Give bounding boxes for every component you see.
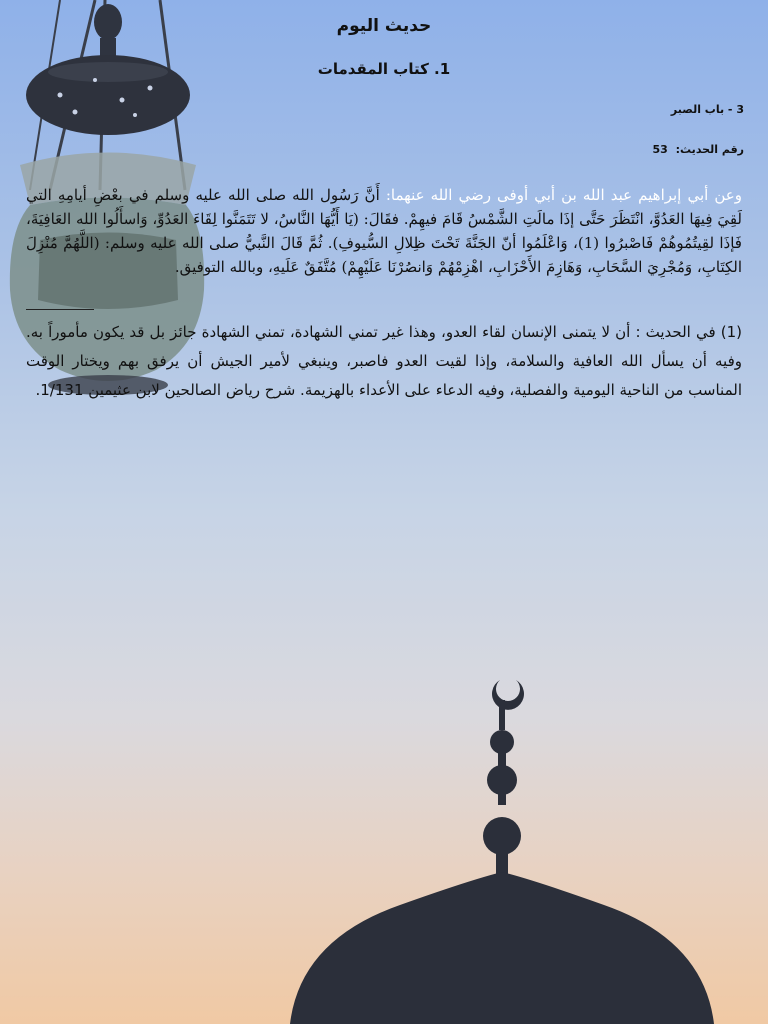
book-title: 1. كتاب المقدمات <box>317 60 451 78</box>
hadith-number-value: 53 <box>652 143 668 156</box>
hadith-narrator: وعن أبي إبراهيم عبد الله بن أبي أوفى رضي الله عنهما: <box>385 186 742 204</box>
footnote-divider <box>26 309 94 310</box>
footnote-text: (1) في الحديث : أن لا يتمنى الإنسان لقاء العدو، وهذا غير تمني الشهادة، تمني الشهادة جائز بل قد يكون مأموراً به. وفيه أن يسأل الله العافية والسلامة، وإذا لقيت العدو فاصبر، وينبغي لأمير الجيش أن يرفق بهم ويختار الوقت المناسب من الناحية اليومية والفصلية، وفيه الدعاء على الأعداء بالهزيمة. شرح رياض الصالحين لابن عثيمين 1/131. <box>26 323 742 399</box>
hadith-body: أَنَّ رَسُول الله صلى الله عليه وسلم في بعْضِ أيامِهِ التي لَقِيَ فِيهَا العَدُوَّ، انْتَظَرَ حَتَّى إذَا مالَتِ الشَّمْسُ قَامَ فيهِمْ. فقَالَ: (يَا أَيُّهَا النَّاسُ، لا تَتَمَنَّوا لِقَاءَ العَدُوِّ، وَاسأَلُوا الله العَافِيَةَ، فَإذَا لقِيتُمُوهُمْ فَاصْبرُوا (1)، وَاعْلَمُوا أنّ الجَنَّةَ تَحْتَ ظِلالِ السُّيوفِ). ثُمَّ قَالَ النَّبيُّ صلى الله عليه وسلم: (اللَّهُمَّ مُنْزِلَ الكِتَابِ، وَمُجْرِيَ السَّحَابِ، وَهَازِمَ الأَحْزَابِ، اهْزِمْهُمْ وَانصُرْنَا عَلَيْهِمْ) مُتَّفَقٌ عَلَيهِ، وبالله التوفيق. <box>26 186 742 276</box>
hadith-text <box>26 183 742 279</box>
hadith-number-label: رقم الحديث: <box>675 143 744 156</box>
hadith-number-row <box>652 143 744 156</box>
chapter-title: 3 - باب الصبر <box>670 103 744 116</box>
page-title: حديث اليوم <box>336 16 432 36</box>
